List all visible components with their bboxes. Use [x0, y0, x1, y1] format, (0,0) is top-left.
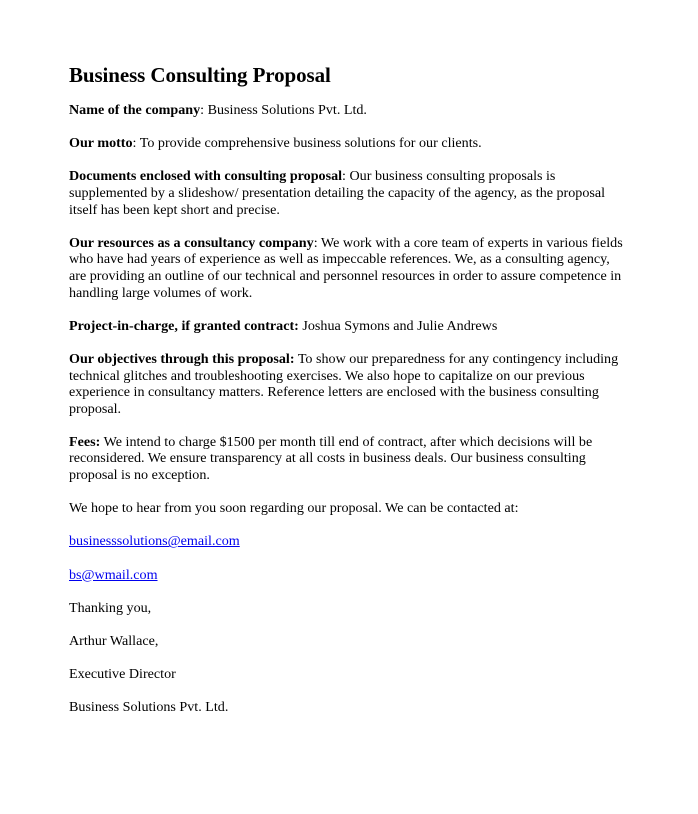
- section-separator: :: [313, 234, 321, 251]
- section-label: Project-in-charge, if granted contract:: [69, 317, 299, 334]
- section-text: Business Solutions Pvt. Ltd.: [207, 102, 367, 118]
- signer-company: Business Solutions Pvt. Ltd.: [69, 699, 229, 716]
- section-project-in-charge: [69, 318, 628, 335]
- contact-line: We hope to hear from you soon regarding our proposal. We can be contacted at:: [69, 500, 519, 517]
- section-separator: :: [200, 102, 208, 118]
- section-company-name: [69, 102, 628, 119]
- signer-title: Executive Director: [69, 666, 176, 683]
- section-label: Our objectives through this proposal:: [69, 350, 295, 367]
- section-text: We work with a core team of experts in various fields who have had years of experience as well as impeccable references. We, as a consulting agency, are providing an outline of our technical and personnel resources in order to assure competence in handling large volumes of work.: [69, 234, 623, 301]
- section-text: We intend to charge $1500 per month till end of contract, after which decisions will be reconsidered. We ensure transparency at all costs in business deals. Our business consulting proposal is no exception.: [69, 433, 593, 484]
- section-separator: :: [132, 135, 140, 152]
- section-label: Our motto: [69, 135, 133, 152]
- email-paragraph-1: [69, 533, 628, 550]
- section-label: Name of the company: [69, 102, 201, 118]
- section-text: Our business consulting proposals is supplemented by a slideshow/ presentation detailing the capacity of the agency, as the proposal itself has been kept short and precise.: [69, 168, 606, 218]
- section-motto: [69, 135, 628, 152]
- section-label: Fees:: [69, 433, 101, 450]
- section-text: To provide comprehensive business solutions for our clients.: [139, 135, 482, 152]
- email-link-1[interactable]: businesssolutions@email.com: [69, 533, 240, 550]
- section-text: To show our preparedness for any contingency including technical glitches and troubleshooting exercises. We also hope to capitalize on our previous experience in consultancy matters. Reference letters are enclosed with the business consulting proposal.: [69, 350, 619, 417]
- section-fees: [69, 434, 628, 484]
- section-separator: :: [342, 168, 350, 185]
- section-label: Our resources as a consultancy company: [69, 234, 314, 251]
- email-link-2[interactable]: bs@wmail.com: [69, 566, 158, 583]
- signer-name: Arthur Wallace,: [69, 633, 159, 649]
- section-documents-enclosed: [69, 168, 628, 218]
- closing-line: Thanking you,: [69, 599, 152, 616]
- email-paragraph-2: [69, 567, 628, 584]
- section-label: Documents enclosed with consulting proposal: [69, 168, 343, 185]
- section-text: Joshua Symons and Julie Andrews: [302, 317, 498, 334]
- document-title: Business Consulting Proposal: [69, 63, 331, 87]
- section-objectives: [69, 351, 628, 417]
- section-resources: [69, 235, 628, 301]
